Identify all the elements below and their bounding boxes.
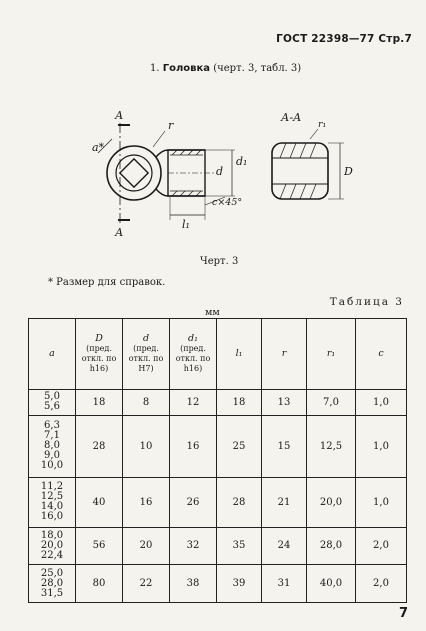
cell-d1: 26: [170, 477, 217, 527]
cell-r: 24: [262, 527, 307, 565]
cell-r1: 12,5: [307, 415, 356, 477]
cell-c: 1,0: [356, 390, 407, 416]
cell-r: 21: [262, 477, 307, 527]
cell-D: 40: [76, 477, 123, 527]
dimensions-table: [28, 318, 407, 603]
cell-r: 31: [262, 565, 307, 603]
drawing-caption: Черт. 3: [200, 256, 239, 267]
header-cell: l₁: [217, 319, 262, 390]
technical-drawing: [0, 95, 426, 245]
cell-l1: 28: [217, 477, 262, 527]
footnote: * Размер для справок.: [48, 277, 166, 288]
section-reference: (черт. 3, табл. 3): [213, 63, 302, 74]
cell-a: 25,0 28,0 31,5: [29, 565, 76, 603]
cell-r1: 20,0: [307, 477, 356, 527]
section-number: 1.: [150, 63, 160, 74]
header-cell: r₁: [307, 319, 356, 390]
header-cell: r: [262, 319, 307, 390]
table-row: [29, 415, 407, 477]
page-number: 7: [398, 606, 408, 621]
cell-d: 16: [123, 477, 170, 527]
cell-a: 5,0 5,6: [29, 390, 76, 416]
section-marker-bottom: А: [115, 226, 124, 239]
section-marker-top: А: [115, 109, 124, 122]
label-section-view: А-А: [281, 111, 302, 124]
cell-c: 1,0: [356, 477, 407, 527]
cell-D: 56: [76, 527, 123, 565]
table-row: [29, 565, 407, 603]
cell-d: 20: [123, 527, 170, 565]
cell-l1: 35: [217, 527, 262, 565]
table-row: [29, 390, 407, 416]
header-cell: a: [29, 319, 76, 390]
cell-l1: 25: [217, 415, 262, 477]
cell-a: 6,3 7,1 8,0 9,0 10,0: [29, 415, 76, 477]
cell-D: 28: [76, 415, 123, 477]
section-title: [150, 63, 301, 74]
table-header-row: [29, 319, 407, 390]
section-name: Головка: [162, 63, 211, 74]
cell-r1: 28,0: [307, 527, 356, 565]
cell-c: 2,0: [356, 565, 407, 603]
label-r1: r₁: [318, 119, 327, 130]
cell-d1: 16: [170, 415, 217, 477]
cell-l1: 39: [217, 565, 262, 603]
cell-D: 80: [76, 565, 123, 603]
label-D: D: [344, 165, 353, 178]
cell-r1: 40,0: [307, 565, 356, 603]
header-cell: d₁ (пред. откл. по h16): [170, 319, 217, 390]
cell-d1: 32: [170, 527, 217, 565]
cell-r: 13: [262, 390, 307, 416]
label-d1: d₁: [236, 155, 248, 168]
table-row: [29, 477, 407, 527]
label-r: r: [168, 119, 174, 132]
header-cell: c: [356, 319, 407, 390]
cell-c: 1,0: [356, 415, 407, 477]
table-title: Таблица 3: [329, 296, 404, 308]
cell-d1: 38: [170, 565, 217, 603]
units-label: мм: [205, 307, 220, 318]
cell-r1: 7,0: [307, 390, 356, 416]
cell-d: 10: [123, 415, 170, 477]
label-chamfer: c×45°: [212, 197, 243, 208]
cell-r: 15: [262, 415, 307, 477]
cell-d: 22: [123, 565, 170, 603]
cell-c: 2,0: [356, 527, 407, 565]
cell-a: 11,2 12,5 14,0 16,0: [29, 477, 76, 527]
label-d: d: [216, 165, 224, 178]
header-cell: D (пред. откл. по h16): [76, 319, 123, 390]
header-cell: d (пред. откл. по H7): [123, 319, 170, 390]
cell-a: 18,0 20,0 22,4: [29, 527, 76, 565]
label-a: a*: [92, 141, 105, 154]
label-l1: l₁: [182, 218, 190, 231]
cell-d1: 12: [170, 390, 217, 416]
cell-D: 18: [76, 390, 123, 416]
table-row: [29, 527, 407, 565]
cell-d: 8: [123, 390, 170, 416]
document-header: ГОСТ 22398—77 Стр.7: [276, 33, 412, 45]
cell-l1: 18: [217, 390, 262, 416]
